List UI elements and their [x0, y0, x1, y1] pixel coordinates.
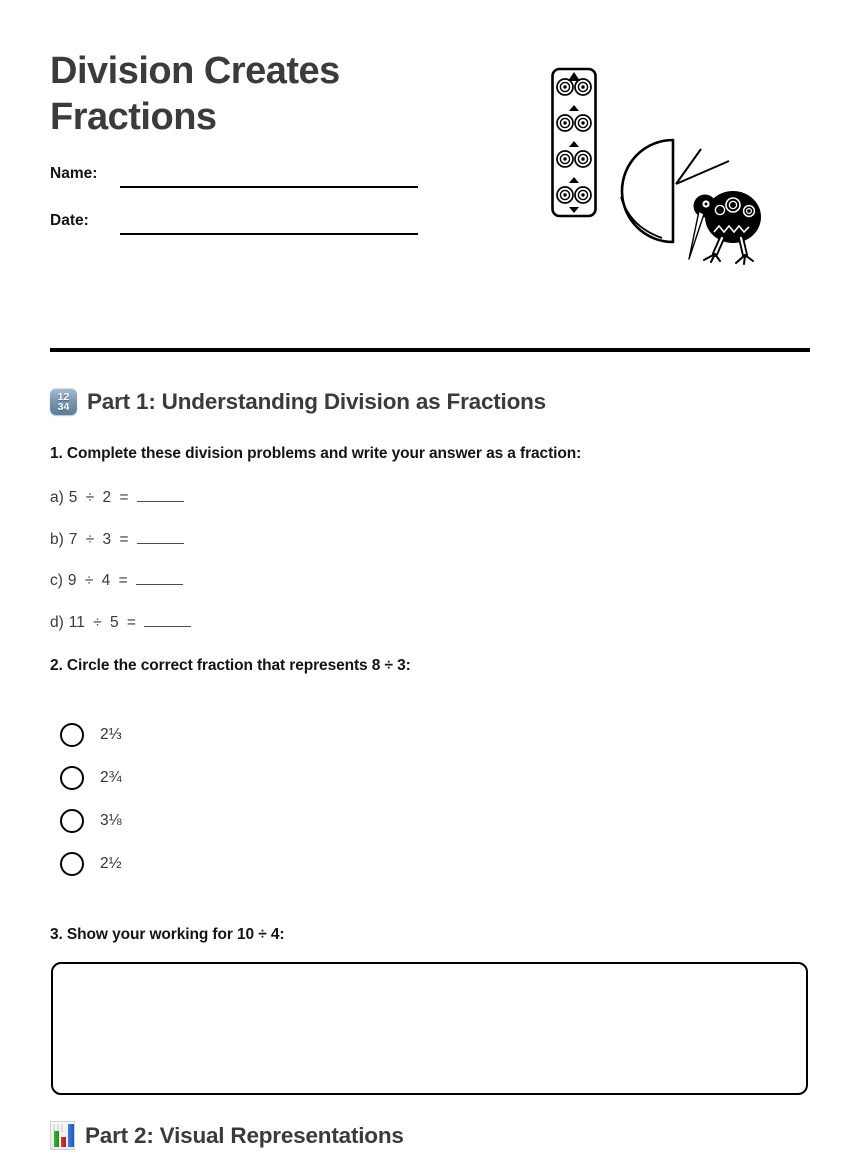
section-divider: [50, 348, 810, 352]
answer-blank-a[interactable]: [137, 487, 184, 502]
kiwi-bird-icon: [689, 191, 761, 264]
fraction-option-row: [60, 764, 122, 792]
radio-circle-option-3[interactable]: [60, 809, 84, 833]
fraction-option-row: [60, 807, 122, 835]
question-2-prompt: 2. Circle the correct fraction that represents 8 ÷ 3:: [50, 657, 411, 674]
division-problem-d: [50, 612, 191, 632]
date-input-line[interactable]: [120, 233, 418, 235]
icon-digits-top: 12: [57, 390, 70, 403]
part2-heading-text: Part 2: Visual Representations: [85, 1122, 404, 1148]
answer-blank-c[interactable]: [136, 570, 183, 585]
bar-chart-red-bar: [61, 1137, 66, 1147]
part1-heading: [50, 388, 546, 415]
problem-label: d): [50, 614, 64, 631]
problem-label: a): [50, 489, 64, 506]
problem-label: c): [50, 572, 63, 589]
option-label: 2¾: [100, 769, 122, 786]
problem-expression: 7 ÷ 3 =: [68, 531, 129, 548]
radio-circle-option-2[interactable]: [60, 766, 84, 790]
radio-circle-option-1[interactable]: [60, 723, 84, 747]
bar-chart-icon: [50, 1121, 75, 1150]
question-1-prompt: 1. Complete these division problems and write your answer as a fraction:: [50, 445, 582, 462]
division-problem-c: [50, 570, 183, 590]
question-3-prompt: 3. Show your working for 10 ÷ 4:: [50, 926, 285, 943]
icon-digits-bottom: 34: [57, 400, 70, 413]
name-label: Name:: [50, 165, 98, 182]
option-label: 2½: [100, 855, 122, 872]
part1-heading-text: Part 1: Understanding Division as Fractions: [87, 388, 547, 414]
koru-panel-icon: [553, 69, 596, 216]
working-area-box[interactable]: [51, 962, 808, 1095]
bar-chart-blue-bar: [68, 1124, 74, 1147]
answer-blank-b[interactable]: [137, 529, 184, 544]
problem-expression: 9 ÷ 4 =: [67, 572, 128, 589]
option-label: 3⅛: [100, 812, 122, 829]
division-problem-a: [50, 487, 184, 507]
problem-expression: 5 ÷ 2 =: [68, 489, 129, 506]
bar-chart-green-bar: [54, 1131, 59, 1147]
problem-label: b): [50, 531, 64, 548]
maori-kiwi-artwork: [540, 58, 775, 270]
date-label: Date:: [50, 212, 89, 229]
page-title: Division Creates Fractions: [50, 50, 340, 139]
fraction-option-row: [60, 850, 122, 878]
answer-blank-d[interactable]: [144, 612, 191, 627]
radio-circle-option-4[interactable]: [60, 852, 84, 876]
problem-expression: 11 ÷ 5 =: [68, 614, 136, 631]
fraction-option-row: [60, 721, 122, 749]
input-numbers-icon: [50, 388, 77, 415]
division-problem-b: [50, 529, 184, 549]
name-input-line[interactable]: [120, 186, 418, 188]
option-label: 2⅓: [100, 726, 122, 743]
part2-heading: [50, 1121, 404, 1150]
